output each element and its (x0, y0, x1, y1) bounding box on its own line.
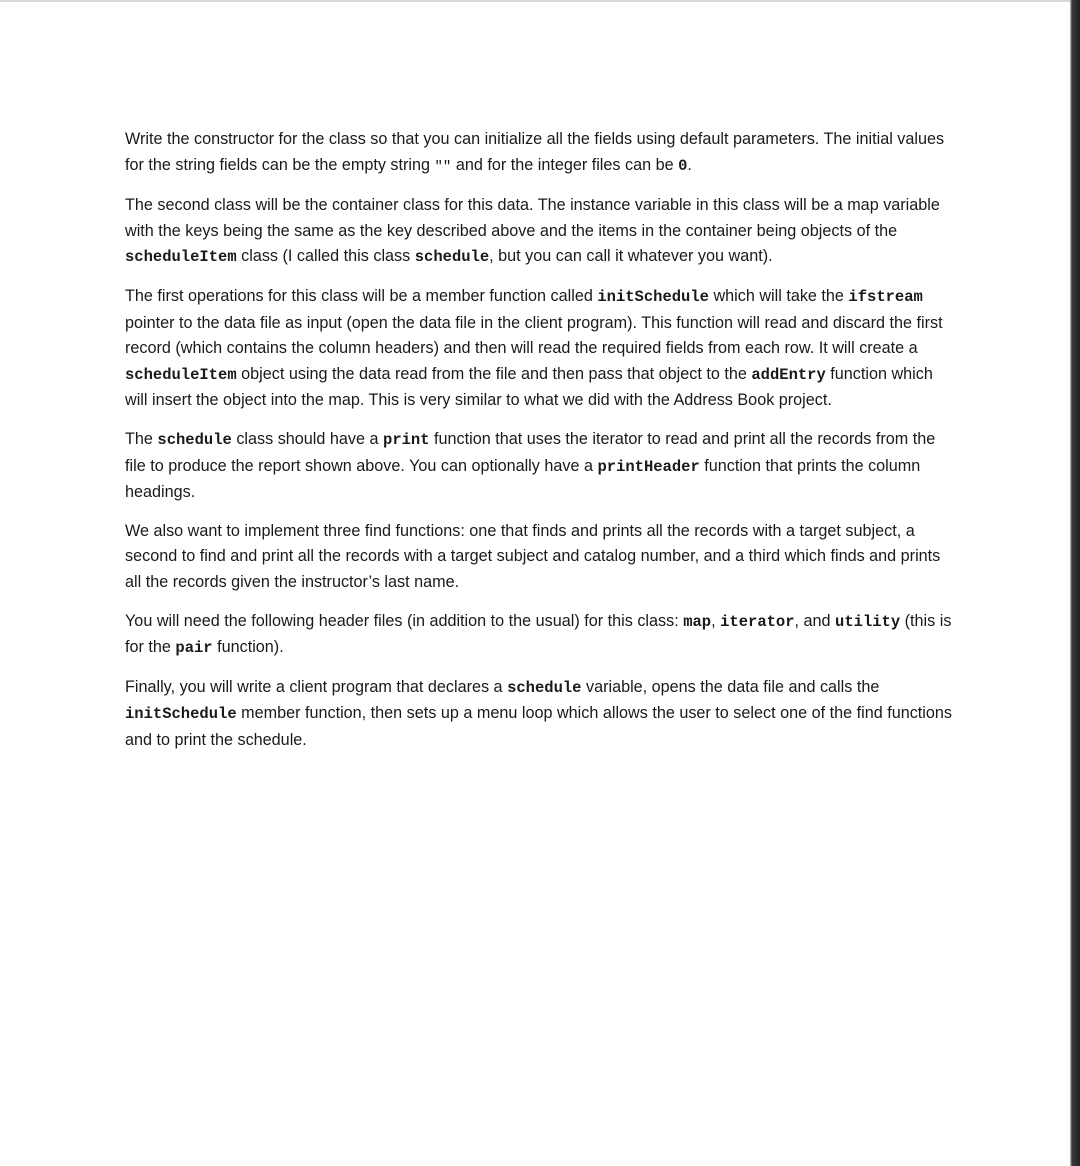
inline-code-schedule: schedule (414, 248, 490, 267)
text: class (I called this class (236, 247, 415, 266)
inline-code-scheduleitem: scheduleItem (125, 248, 237, 267)
paragraph-init-schedule (125, 284, 955, 414)
text: Write the constructor for the class so that you can initialize all the fields using default parameters. The initial values for the string fields can be the empty string (125, 130, 945, 174)
text: (this is for the (125, 611, 952, 657)
text: . (687, 155, 692, 174)
inline-code-ifstream: ifstream (848, 287, 923, 306)
inline-code-printheader: printHeader (597, 457, 700, 476)
inline-code-schedule: schedule (157, 430, 232, 449)
text: object using the data read from the file and then pass that object to the (236, 364, 752, 383)
inline-code-map: map (683, 612, 712, 631)
text: which will take the (708, 286, 849, 305)
text: pointer to the data file as input (open the data file in the client program). This function will read and discard the first record (which contains the column headers) and then will read the required fields from each row. It will create a (125, 313, 943, 358)
page-top-border (0, 0, 1080, 2)
inline-code-addentry: addEntry (751, 365, 826, 384)
paragraph-find-functions (125, 519, 955, 596)
text: , and (794, 611, 836, 630)
text: , but you can call it whatever you want). (489, 247, 773, 266)
inline-code-initschedule: initSchedule (597, 287, 709, 306)
text: function that prints the column headings. (125, 456, 921, 502)
inline-code-print: print (383, 430, 430, 449)
document-body (125, 127, 955, 766)
paragraph-container-class (125, 193, 955, 271)
paragraph-print-function (125, 427, 955, 506)
text: The (125, 429, 158, 448)
inline-code-zero: 0 (678, 156, 688, 175)
inline-code-pair: pair (175, 639, 213, 658)
paragraph-header-files (125, 609, 955, 662)
text: class should have a (231, 429, 384, 448)
text: We also want to implement three find functions: one that finds and prints all the records with a target subject, a second to find and print all the records with a target subject and catalog number, and a third which finds and prints all the records given the instructor’s last name. (125, 521, 941, 591)
text: You will need the following header files (in addition to the usual) for this class: (125, 611, 684, 630)
inline-code-iterator: iterator (720, 612, 795, 631)
text: function that uses the iterator to read and print all the records from the file to produce the report shown above. You can optionally have a (125, 429, 936, 475)
text: , (711, 611, 721, 630)
text: The second class will be the container class for this data. The instance variable in this class will be a map variable with the keys being the same as the key described above and the items in the container being objects of the (125, 196, 940, 240)
text: and for the integer files can be (451, 155, 679, 174)
paragraph-constructor (125, 127, 955, 180)
text: The first operations for this class will be a member function called (125, 286, 598, 305)
text: member function, then sets up a menu loop which allows the user to select one of the find functions and to print the schedule. (125, 704, 952, 749)
inline-code-empty-string: "" (434, 158, 452, 175)
text: Finally, you will write a client program that declares a (125, 677, 508, 696)
text: function which will insert the object into the map. This is very similar to what we did with the Address Book project. (125, 364, 933, 410)
page-right-border (1070, 0, 1080, 1166)
inline-code-initschedule: initSchedule (125, 705, 237, 724)
inline-code-utility: utility (835, 612, 901, 631)
text: variable, opens the data file and calls the (581, 677, 880, 696)
paragraph-client-program (125, 675, 955, 754)
inline-code-scheduleitem: scheduleItem (125, 365, 237, 384)
text: function). (212, 638, 284, 657)
inline-code-schedule: schedule (507, 678, 582, 697)
